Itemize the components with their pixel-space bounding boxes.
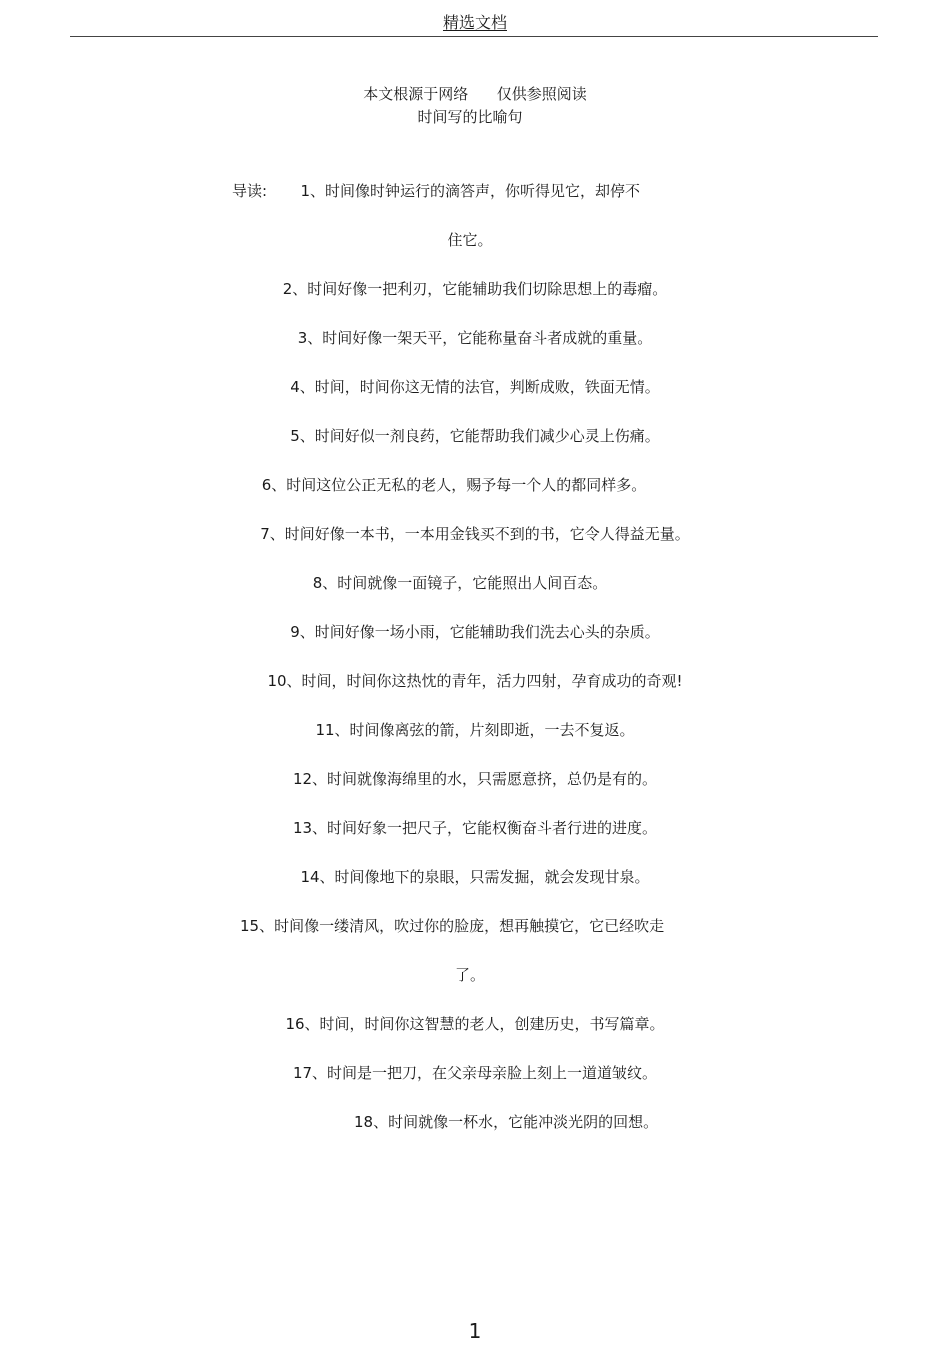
document-title: 时间写的比喻句 — [417, 108, 523, 126]
list-item-1: 1、时间像时钟运行的滴答声，你听得见它，却停不 — [300, 182, 640, 200]
list-item-16: 16、时间，时间你这智慧的老人，创建历史，书写篇章。 — [285, 1015, 665, 1033]
list-item-13: 13、时间好象一把尺子，它能权衡奋斗者行进的进度。 — [292, 819, 658, 837]
list-item-12: 12、时间就像海绵里的水，只需愿意挤，总仍是有的。 — [292, 770, 658, 788]
intro-line — [232, 180, 718, 202]
list-item-14: 14、时间像地下的泉眼，只需发掘，就会发现甘泉。 — [300, 868, 650, 886]
list-item-8: 8、时间就像一面镜子，它能照出人间百态。 — [312, 574, 608, 592]
list-item-9: 9、时间好像一场小雨，它能辅助我们洗去心头的杂质。 — [290, 623, 660, 641]
list-item-15-continuation: 了。 — [454, 966, 485, 984]
header-title: 精选文档 — [442, 13, 507, 32]
list-item-6: 6、时间这位公正无私的老人，赐予每一个人的都同样多。 — [261, 476, 647, 494]
list-item-1-continuation: 住它。 — [447, 231, 493, 249]
list-item-5: 5、时间好似一剂良药，它能帮助我们减少心灵上伤痛。 — [290, 427, 660, 445]
header-divider — [70, 36, 878, 37]
source-note: 本文根源于网络 仅供参照阅读 — [363, 85, 587, 103]
list-item-17: 17、时间是一把刀，在父亲母亲脸上刻上一道道皱纹。 — [292, 1064, 658, 1082]
list-item-11: 11、时间像离弦的箭，片刻即逝，一去不复返。 — [315, 721, 635, 739]
list-item-10: 10、时间，时间你这热忱的青年，活力四射，孕育成功的奇观! — [267, 672, 683, 690]
list-item-15: 15、时间像一缕清风，吹过你的脸庞，想再触摸它，它已经吹走 — [240, 917, 665, 935]
list-item-2: 2、时间好像一把利刃，它能辅助我们切除思想上的毒瘤。 — [282, 280, 668, 298]
list-item-4: 4、时间，时间你这无情的法官，判断成败，铁面无情。 — [290, 378, 660, 396]
list-item-18: 18、时间就像一杯水，它能冲淡光阴的回想。 — [354, 1113, 659, 1131]
page-number: 1 — [468, 1319, 482, 1343]
list-item-3: 3、时间好像一架天平，它能称量奋斗者成就的重量。 — [297, 329, 653, 347]
list-item-7: 7、时间好像一本书，一本用金钱买不到的书，它令人得益无量。 — [260, 525, 690, 543]
intro-label: 导读: — [232, 182, 268, 200]
